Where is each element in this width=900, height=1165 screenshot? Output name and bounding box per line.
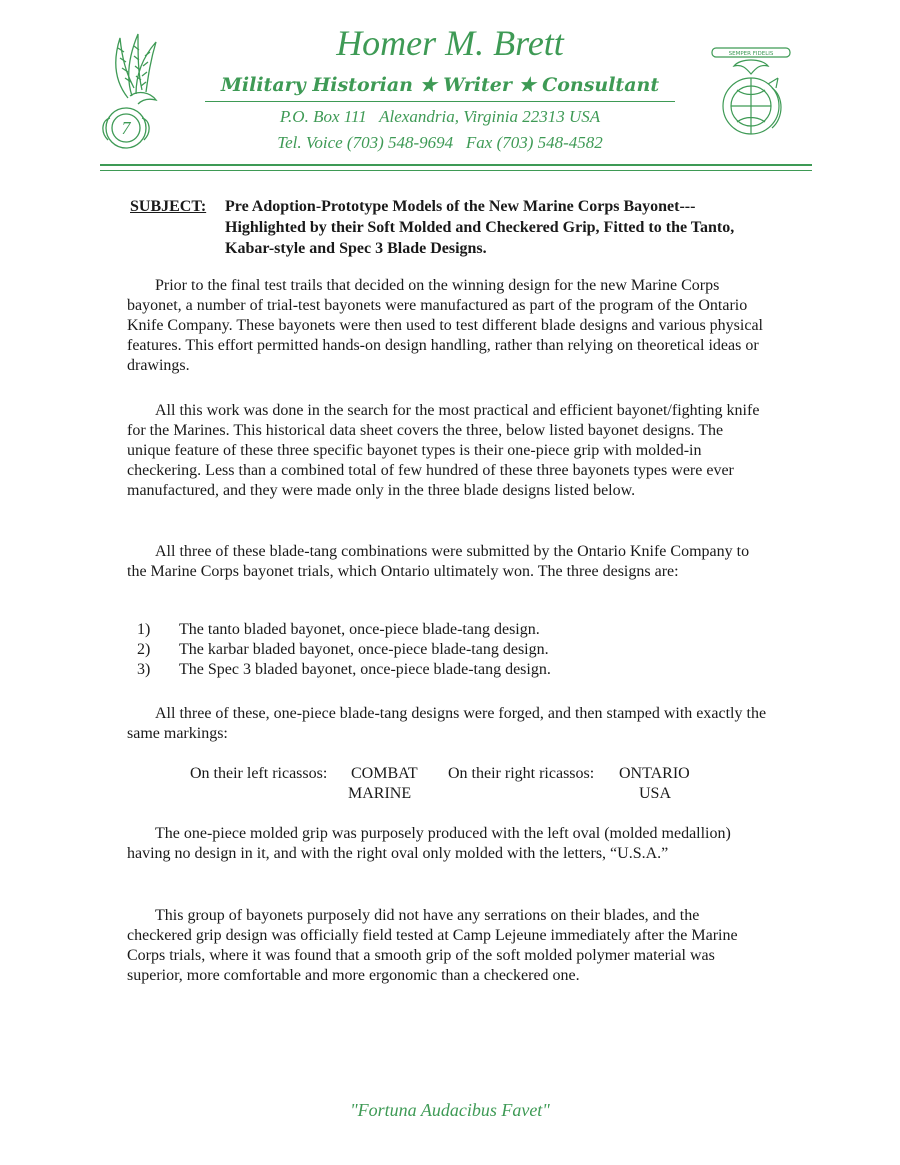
letterhead-divider-thick <box>100 164 812 166</box>
subject-text: Pre Adoption-Prototype Models of the New Marine Corps Bayonet---Highlighted by their Soft Molded and Checkered Grip, Fitted to the Tanto, Kabar-style and Spec 3 Blade Designs. <box>225 198 735 257</box>
author-name: Homer M. Brett <box>336 23 564 63</box>
tagline-divider <box>205 101 675 102</box>
list-item-number: 3) <box>137 661 151 678</box>
list-item-text: The tanto bladed bayonet, once-piece blade-tang design. <box>179 621 540 638</box>
list-item <box>137 660 737 680</box>
design-list <box>137 620 737 680</box>
paragraph-field-test: This group of bayonets purposely did not have any serrations on their blades, and the checkered grip design was officially field tested at Camp Lejeune immediately after the Marine Corps trials, where it was found that a smooth grip of the soft molded polymer material was superior, more comfortable and more ergonomic than a checkered one. <box>127 907 738 984</box>
subject-block <box>130 196 770 257</box>
tagline: Military Historian ★ Writer ★ Consultant <box>220 74 660 96</box>
letterhead-divider-thin <box>100 170 812 171</box>
subject-label: SUBJECT: <box>130 198 207 215</box>
eagle-wings-emblem-icon <box>98 28 170 156</box>
eagle-globe-anchor-emblem-icon <box>710 44 792 140</box>
phone-numbers: Tel. Voice (703) 548-9694 Fax (703) 548-4582 <box>277 133 603 152</box>
right-ricasso-label: On their right ricassos: <box>448 765 595 782</box>
list-item <box>137 640 737 660</box>
right-ricasso-line-2: USA <box>639 785 672 802</box>
list-item-number: 2) <box>137 641 151 658</box>
mailing-address: P.O. Box 111 Alexandria, Virginia 22313 USA <box>279 107 601 126</box>
paragraph-search: All this work was done in the search for the most practical and efficient bayonet/fighting knife for the Marines. This historical data sheet covers the three, below listed bayonet designs. The unique feature of these three specific bayonet types is their one-piece grip with molded-in checkering. Less than a combined total of few hundred of these three bayonets types were ever manufactured, and they were made only in the three blade designs listed below. <box>127 402 760 499</box>
right-ricasso-line-1: ONTARIO <box>619 765 690 782</box>
footer-motto: "Fortuna Audacibus Favet" <box>350 1100 550 1120</box>
list-item-number: 1) <box>137 621 151 638</box>
list-item-text: The Spec 3 bladed bayonet, once-piece blade-tang design. <box>179 661 551 678</box>
left-ricasso-line-1: COMBAT <box>351 765 418 782</box>
svg-text:SEMPER FIDELIS: SEMPER FIDELIS <box>728 51 774 57</box>
left-ricasso-label: On their left ricassos: <box>190 765 328 782</box>
paragraph-intro: Prior to the final test trails that decided on the winning design for the new Marine Corps bayonet, a number of trial-test bayonets were manufactured as part of the program of the Ontario Knife Company. These bayonets were then used to test different blade designs and various physical features. This effort permitted hands-on design handling, rather than relying on theoretical ideas or drawings. <box>127 277 763 374</box>
left-ricasso-line-2: MARINE <box>348 785 412 802</box>
list-item <box>137 620 737 640</box>
paragraph-markings: All three of these, one-piece blade-tang designs were forged, and then stamped with exactly the same markings: <box>127 705 767 742</box>
paragraph-grip: The one-piece molded grip was purposely produced with the left oval (molded medallion) having no design in it, and with the right oval only molded with the letters, “U.S.A.” <box>127 825 731 862</box>
paragraph-trials: All three of these blade-tang combinations were submitted by the Ontario Knife Company to the Marine Corps bayonet trials, which Ontario ultimately won. The three designs are: <box>127 543 750 580</box>
letterhead <box>0 0 900 180</box>
list-item-text: The karbar bladed bayonet, once-piece blade-tang design. <box>179 641 549 658</box>
svg-text:7: 7 <box>121 118 131 138</box>
